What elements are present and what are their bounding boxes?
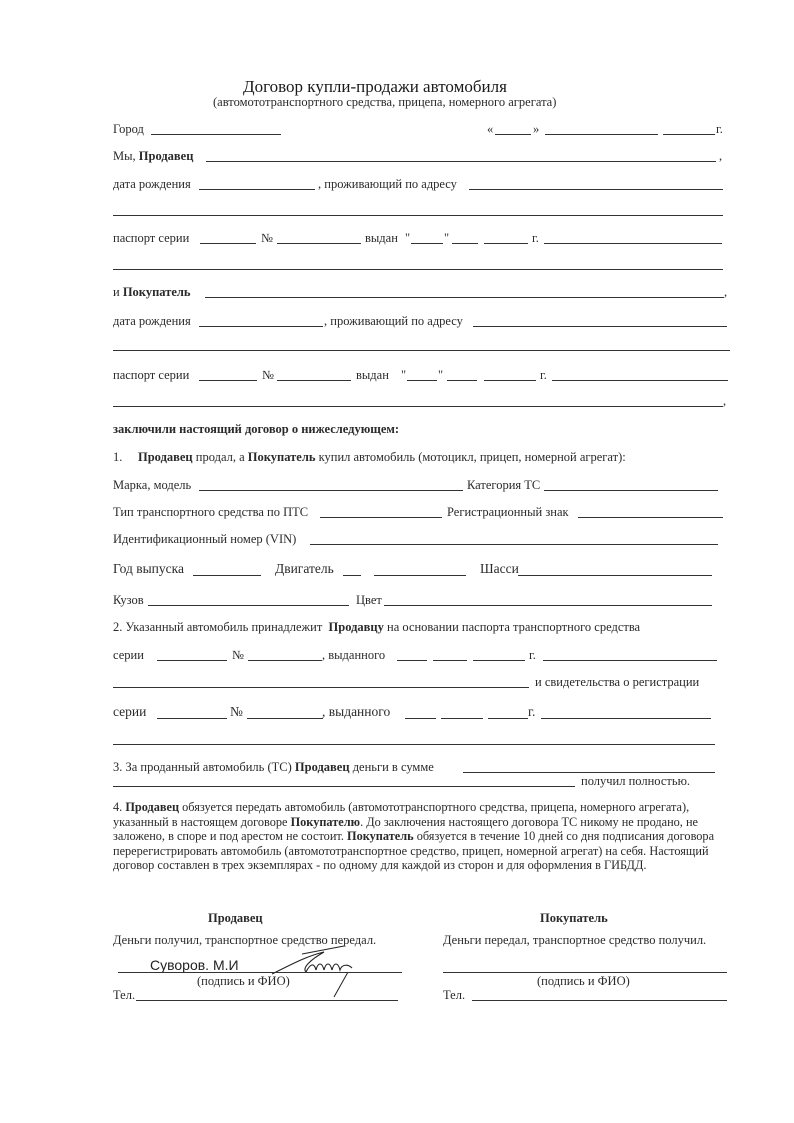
clause4-buyer1: Покупателю (290, 814, 361, 829)
vehicle-type-label: Тип транспортного средства по ПТС (113, 505, 309, 519)
clause1-buyer: Покупатель (247, 450, 316, 464)
clause4-buyer2: Покупатель (347, 829, 414, 844)
clause2-text1: 2. Указанный автомобиль принадлежит (113, 620, 323, 634)
clause4-text3: обязуется в течение 10 дней со дня подписания договора перерегистрировать автомобиль (автомототранспортное средство, прицеп, номерной агрегат) на себя. Настоящий договор составлен в трех экземплярах - по одному для каждой из сторон и для оформления в ГИБДД. (113, 829, 715, 873)
seller-intro (113, 149, 193, 164)
buyer-comma: , (724, 285, 728, 299)
clause1-text1: продал, а (195, 450, 245, 464)
buyer-signature-title-text: Покупатель (540, 911, 608, 925)
seller-quote-open: " (405, 231, 411, 245)
buyer-passport-label: паспорт серии (113, 368, 190, 382)
clause4-text1: обязуется передать автомобиль (автомототранспортного средства, прицепа, номерного агрегата), указанный в настоящем договоре (113, 800, 690, 829)
cert-issued-by-field-2[interactable] (113, 744, 715, 745)
vin-label: Идентификационный номер (VIN) (113, 532, 297, 546)
chassis-label: Шасси (480, 561, 519, 576)
seller-name-field[interactable] (206, 161, 716, 162)
clause3-line (113, 760, 434, 775)
seller-role: Продавец (138, 149, 194, 163)
pts-issued-by-field[interactable] (543, 660, 717, 661)
agreement-heading-text: заключили настоящий договор о нижеследующем: (113, 422, 400, 436)
clause1-line (113, 450, 626, 465)
buyer-signature-title (540, 911, 608, 926)
year-field[interactable] (663, 134, 715, 135)
buyer-intro (113, 285, 191, 300)
buyer-passport-number-field[interactable] (277, 380, 351, 381)
seller-issue-year-field[interactable] (484, 243, 528, 244)
buyer-tel-label: Тел. (443, 988, 466, 1002)
pts-year-label: г. (529, 648, 536, 662)
seller-signature-title (208, 911, 263, 926)
clause4-seller: Продавец (125, 800, 180, 814)
cert-number-field[interactable] (247, 718, 323, 719)
seller-dob-field[interactable] (199, 189, 315, 190)
clause2-text2: на основании паспорта транспортного средства (387, 620, 641, 634)
cert-number-label: № (230, 704, 243, 719)
make-model-label: Марка, модель (113, 478, 192, 492)
year-made-label: Год выпуска (113, 561, 184, 576)
clause1-seller: Продавец (138, 450, 193, 464)
seller-signature-title-text: Продавец (208, 911, 263, 925)
engine-model-field[interactable] (343, 575, 361, 576)
buyer-issue-month-field[interactable] (447, 380, 477, 381)
seller-comma: , (719, 149, 723, 163)
buyer-issued-by-field-2[interactable] (113, 406, 723, 407)
seller-address-label: , проживающий по адресу (318, 177, 457, 191)
vin-field[interactable] (310, 544, 718, 545)
date-open-quote: « (487, 122, 494, 136)
clause2-seller: Продавцу (328, 620, 384, 634)
make-model-field[interactable] (199, 490, 463, 491)
body-field[interactable] (148, 605, 349, 606)
buyer-address-label: , проживающий по адресу (324, 314, 463, 328)
buyer-passport-series-field[interactable] (199, 380, 257, 381)
year-suffix: г. (716, 122, 723, 136)
buyer-issue-year-field[interactable] (484, 380, 536, 381)
cert-series-label: серии (113, 704, 147, 719)
pts-series-field[interactable] (157, 660, 227, 661)
cert-issued-label: , выданного (322, 704, 391, 719)
buyer-intro-text: и (113, 285, 120, 299)
document-title: Договор купли-продажи автомобиля (243, 77, 507, 96)
buyer-year-label: г. (540, 368, 547, 382)
city-field[interactable] (151, 134, 281, 135)
seller-tel-label: Тел. (113, 988, 136, 1002)
year-made-field[interactable] (193, 575, 261, 576)
clause3-seller: Продавец (294, 760, 350, 774)
seller-issued-label: выдан (365, 231, 398, 245)
engine-label: Двигатель (275, 561, 334, 576)
engine-number-field[interactable] (374, 575, 466, 576)
seller-issue-month-field[interactable] (452, 243, 478, 244)
buyer-role: Покупатель (122, 285, 191, 299)
seller-passport-series-field[interactable] (200, 243, 256, 244)
seller-dob-label: дата рождения (113, 177, 191, 191)
seller-passport-label: паспорт серии (113, 231, 190, 245)
buyer-signature-text: Деньги передал, транспортное средство получил. (443, 933, 707, 947)
clause4-num: 4. (113, 800, 123, 814)
document-subtitle: (автомототранспортного средства, прицепа, номерного агрегата) (213, 95, 557, 109)
buyer-dob-label: дата рождения (113, 314, 191, 328)
buyer-issue-day-field[interactable] (407, 380, 437, 381)
reg-plate-label: Регистрационный знак (447, 505, 569, 519)
seller-issue-day-field[interactable] (411, 243, 443, 244)
seller-intro-text: Мы, (113, 149, 136, 163)
pts-issue-day-field[interactable] (397, 660, 427, 661)
buyer-signature-caption: (подпись и ФИО) (537, 974, 630, 988)
city-label: Город (113, 122, 144, 136)
seller-passport-number-field[interactable] (277, 243, 361, 244)
buyer-signature-field[interactable] (443, 972, 727, 973)
buyer-tel-field[interactable] (472, 1000, 727, 1001)
clause4-paragraph (113, 800, 723, 873)
day-field[interactable] (495, 134, 531, 135)
cert-series-field[interactable] (157, 718, 227, 719)
buyer-address-field[interactable] (473, 326, 727, 327)
pts-issued-by-field-2[interactable] (113, 687, 529, 688)
vehicle-type-field[interactable] (320, 517, 442, 518)
pts-issue-month-field[interactable] (433, 660, 467, 661)
color-label: Цвет (356, 593, 382, 607)
amount-field[interactable] (463, 772, 715, 773)
clause1-text2: купил автомобиль (мотоцикл, прицеп, номерной агрегат): (318, 450, 626, 464)
category-field[interactable] (544, 490, 718, 491)
seller-signature-field[interactable] (118, 972, 402, 973)
seller-issued-by-field[interactable] (544, 243, 722, 244)
pts-series-label: серии (113, 648, 144, 662)
buyer-issued-by-field[interactable] (552, 380, 728, 381)
buyer-quote-open: " (401, 368, 407, 382)
seller-tel-field[interactable] (136, 1000, 398, 1001)
amount-words-field[interactable] (113, 786, 575, 787)
cert-year-label: г. (528, 704, 536, 719)
cert-issue-year-field[interactable] (488, 718, 528, 719)
buyer-dob-field[interactable] (199, 326, 323, 327)
pts-issue-year-field[interactable] (473, 660, 525, 661)
buyer-number-label: № (262, 368, 274, 382)
reg-cert-label: и свидетельства о регистрации (535, 675, 700, 689)
seller-year-label: г. (532, 231, 539, 245)
clause3-text2: деньги в сумме (352, 760, 434, 774)
chassis-field[interactable] (518, 575, 712, 576)
seller-address-field[interactable] (469, 189, 723, 190)
seller-quote-close: " (444, 231, 450, 245)
date-close-quote: » (533, 122, 540, 136)
agreement-heading (113, 422, 399, 437)
clause2-line (113, 620, 640, 635)
seller-address-field-2[interactable] (113, 215, 723, 216)
month-field[interactable] (545, 134, 658, 135)
seller-signature-text: Деньги получил, транспортное средство передал. (113, 933, 377, 947)
buyer-issued-label: выдан (356, 368, 389, 382)
cert-issue-day-field[interactable] (405, 718, 436, 719)
pts-issued-label: , выданного (322, 648, 386, 662)
pts-number-field[interactable] (248, 660, 322, 661)
buyer-name-field[interactable] (205, 297, 724, 298)
seller-handwritten-name: Суворов. М.И (150, 957, 239, 973)
color-field[interactable] (384, 605, 712, 606)
buyer-address-field-2[interactable] (113, 350, 730, 351)
buyer-end-comma: , (723, 394, 727, 408)
cert-issued-by-field[interactable] (541, 718, 711, 719)
buyer-quote-close: " (438, 368, 444, 382)
received-fully-label: получил полностью. (581, 774, 691, 788)
clause4-text2: . До заключения настоящего договора ТС никому не продано, не заложено, в споре и под арестом не состоит. (113, 814, 698, 844)
body-label: Кузов (113, 593, 144, 607)
seller-signature-caption: (подпись и ФИО) (197, 974, 290, 988)
clause3-text1: 3. За проданный автомобиль (ТС) (113, 760, 292, 774)
category-label: Категория ТС (467, 478, 541, 492)
reg-plate-field[interactable] (578, 517, 723, 518)
seller-issued-by-field-2[interactable] (113, 269, 723, 270)
seller-number-label: № (261, 231, 273, 245)
pts-number-label: № (232, 648, 244, 662)
cert-issue-month-field[interactable] (441, 718, 483, 719)
clause1-num: 1. (113, 450, 123, 464)
